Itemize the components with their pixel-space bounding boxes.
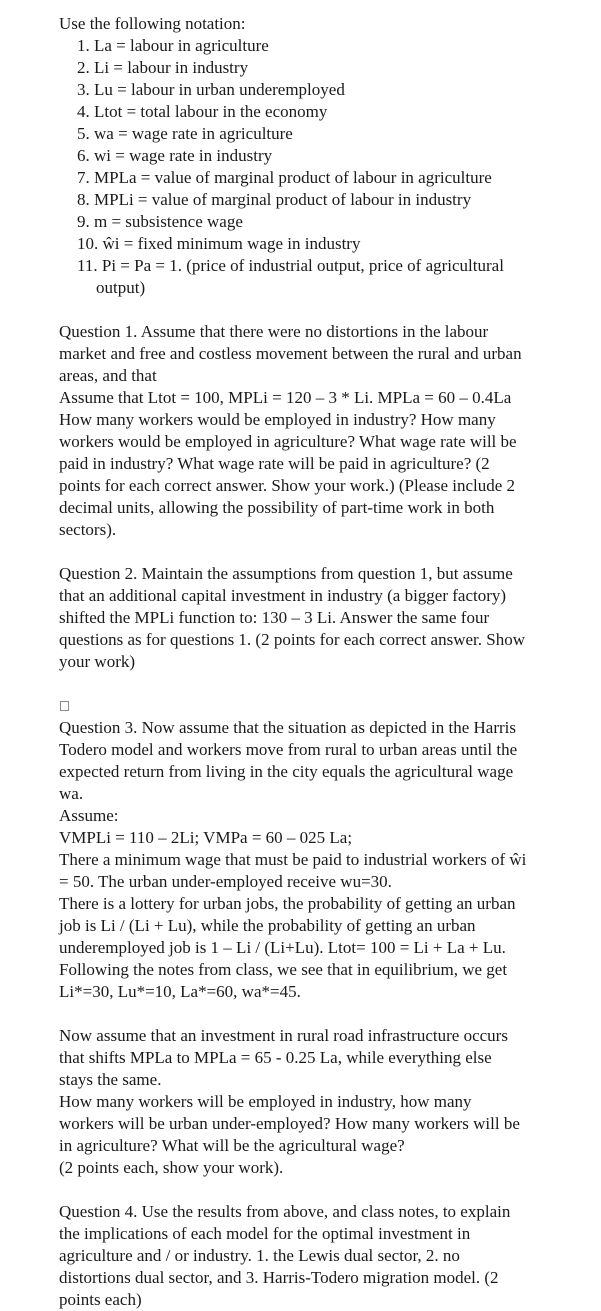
question-1-line: sectors). — [59, 520, 117, 539]
question-3-line: Li*=30, Lu*=10, La*=60, wa*=45. — [59, 982, 301, 1001]
question-3-line: = 50. The urban under-employed receive wu=30. — [59, 872, 392, 891]
question-3-line: job is Li / (Li + Lu), while the probability of getting an urban — [59, 916, 476, 935]
question-3-line: Todero model and workers move from rural to urban areas until the — [59, 740, 518, 759]
question-1-line: How many workers would be employed in industry? How many — [59, 410, 496, 429]
question-1-line: areas, and that — [59, 366, 157, 385]
question-3-line: There a minimum wage that must be paid to industrial workers of ŵi — [59, 850, 527, 869]
question-1-line: workers would be employed in agriculture? What wage rate will be — [59, 432, 517, 451]
question-3-line: There is a lottery for urban jobs, the probability of getting an urban — [59, 894, 516, 913]
question-2-line: questions as for questions 1. (2 points for each correct answer. Show — [59, 630, 525, 649]
question-4-line: distortions dual sector, and 3. Harris-Todero migration model. (2 — [59, 1268, 499, 1287]
notation-item: 3. Lu = labour in urban underemployed — [77, 80, 345, 99]
question-4-line: agriculture and / or industry. 1. the Lewis dual sector, 2. no — [59, 1246, 460, 1265]
question-3-followup-line: in agriculture? What will be the agricultural wage? — [59, 1136, 405, 1155]
question-3-followup-line: How many workers will be employed in industry, how many — [59, 1092, 472, 1111]
spacer — [59, 673, 589, 695]
question-3 — [59, 717, 589, 1179]
question-2-line: Question 2. Maintain the assumptions from question 1, but assume — [59, 564, 513, 583]
document-page — [59, 13, 589, 1311]
notation-item: 2. Li = labour in industry — [77, 58, 249, 77]
spacer — [59, 1179, 589, 1201]
notation-item: 7. MPLa = value of marginal product of labour in agriculture — [77, 168, 492, 187]
notation-item: 10. ŵi = fixed minimum wage in industry — [77, 234, 361, 253]
question-3-line: underemployed job is 1 – Li / (Li+Lu). Ltot= 100 = Li + La + Lu. — [59, 938, 506, 957]
question-1-line: decimal units, allowing the possibility of part-time work in both — [59, 498, 495, 517]
question-4-line: the implications of each model for the optimal investment in — [59, 1224, 471, 1243]
question-3-followup-line: workers will be urban under-employed? How many workers will be — [59, 1114, 520, 1133]
question-3-line: Question 3. Now assume that the situation as depicted in the Harris — [59, 718, 517, 737]
question-1-line: points for each correct answer. Show your work.) (Please include 2 — [59, 476, 516, 495]
question-1-line: paid in industry? What wage rate will be paid in agriculture? (2 — [59, 454, 490, 473]
question-2-line: shifted the MPLi function to: 130 – 3 Li. Answer the same four — [59, 608, 490, 627]
checkbox-icon[interactable] — [60, 701, 69, 711]
notation-item: 5. wa = wage rate in agriculture — [77, 124, 293, 143]
notation-intro: Use the following notation: — [59, 14, 246, 33]
notation-item: 6. wi = wage rate in industry — [77, 146, 273, 165]
question-3-line: Following the notes from class, we see that in equilibrium, we get — [59, 960, 508, 979]
question-2-line: your work) — [59, 652, 136, 671]
question-1-line: Question 1. Assume that there were no distortions in the labour — [59, 322, 489, 341]
question-3-line: VMPLi = 110 – 2Li; VMPa = 60 – 025 La; — [59, 828, 353, 847]
notation-item: 9. m = subsistence wage — [77, 212, 243, 231]
notation-item: 11. Pi = Pa = 1. (price of industrial output, price of agricultural — [77, 256, 504, 275]
question-1 — [59, 321, 589, 541]
notation-item: 1. La = labour in agriculture — [77, 36, 269, 55]
question-4-line: points each) — [59, 1290, 142, 1309]
empty-checkbox-row — [59, 695, 589, 717]
question-4 — [59, 1201, 589, 1311]
spacer — [59, 541, 589, 563]
notation-section — [59, 13, 589, 299]
question-3-followup-line: Now assume that an investment in rural road infrastructure occurs — [59, 1026, 508, 1045]
question-3-line: Assume: — [59, 806, 119, 825]
question-3-followup-line: that shifts MPLa to MPLa = 65 - 0.25 La, while everything else — [59, 1048, 492, 1067]
question-3-line: wa. — [59, 784, 84, 803]
question-2-line: that an additional capital investment in industry (a bigger factory) — [59, 586, 507, 605]
question-1-line: market and free and costless movement between the rural and urban — [59, 344, 522, 363]
question-2 — [59, 563, 589, 673]
question-1-line: Assume that Ltot = 100, MPLi = 120 – 3 * Li. MPLa = 60 – 0.4La — [59, 388, 512, 407]
spacer — [59, 299, 589, 321]
notation-item: 8. MPLi = value of marginal product of labour in industry — [77, 190, 472, 209]
question-3-line: expected return from living in the city equals the agricultural wage — [59, 762, 514, 781]
question-3-followup-line: (2 points each, show your work). — [59, 1158, 284, 1177]
notation-item: 4. Ltot = total labour in the economy — [77, 102, 328, 121]
question-3-followup-line: stays the same. — [59, 1070, 162, 1089]
notation-item-continuation: output) — [96, 278, 146, 297]
question-4-line: Question 4. Use the results from above, and class notes, to explain — [59, 1202, 511, 1221]
spacer — [59, 1003, 589, 1025]
